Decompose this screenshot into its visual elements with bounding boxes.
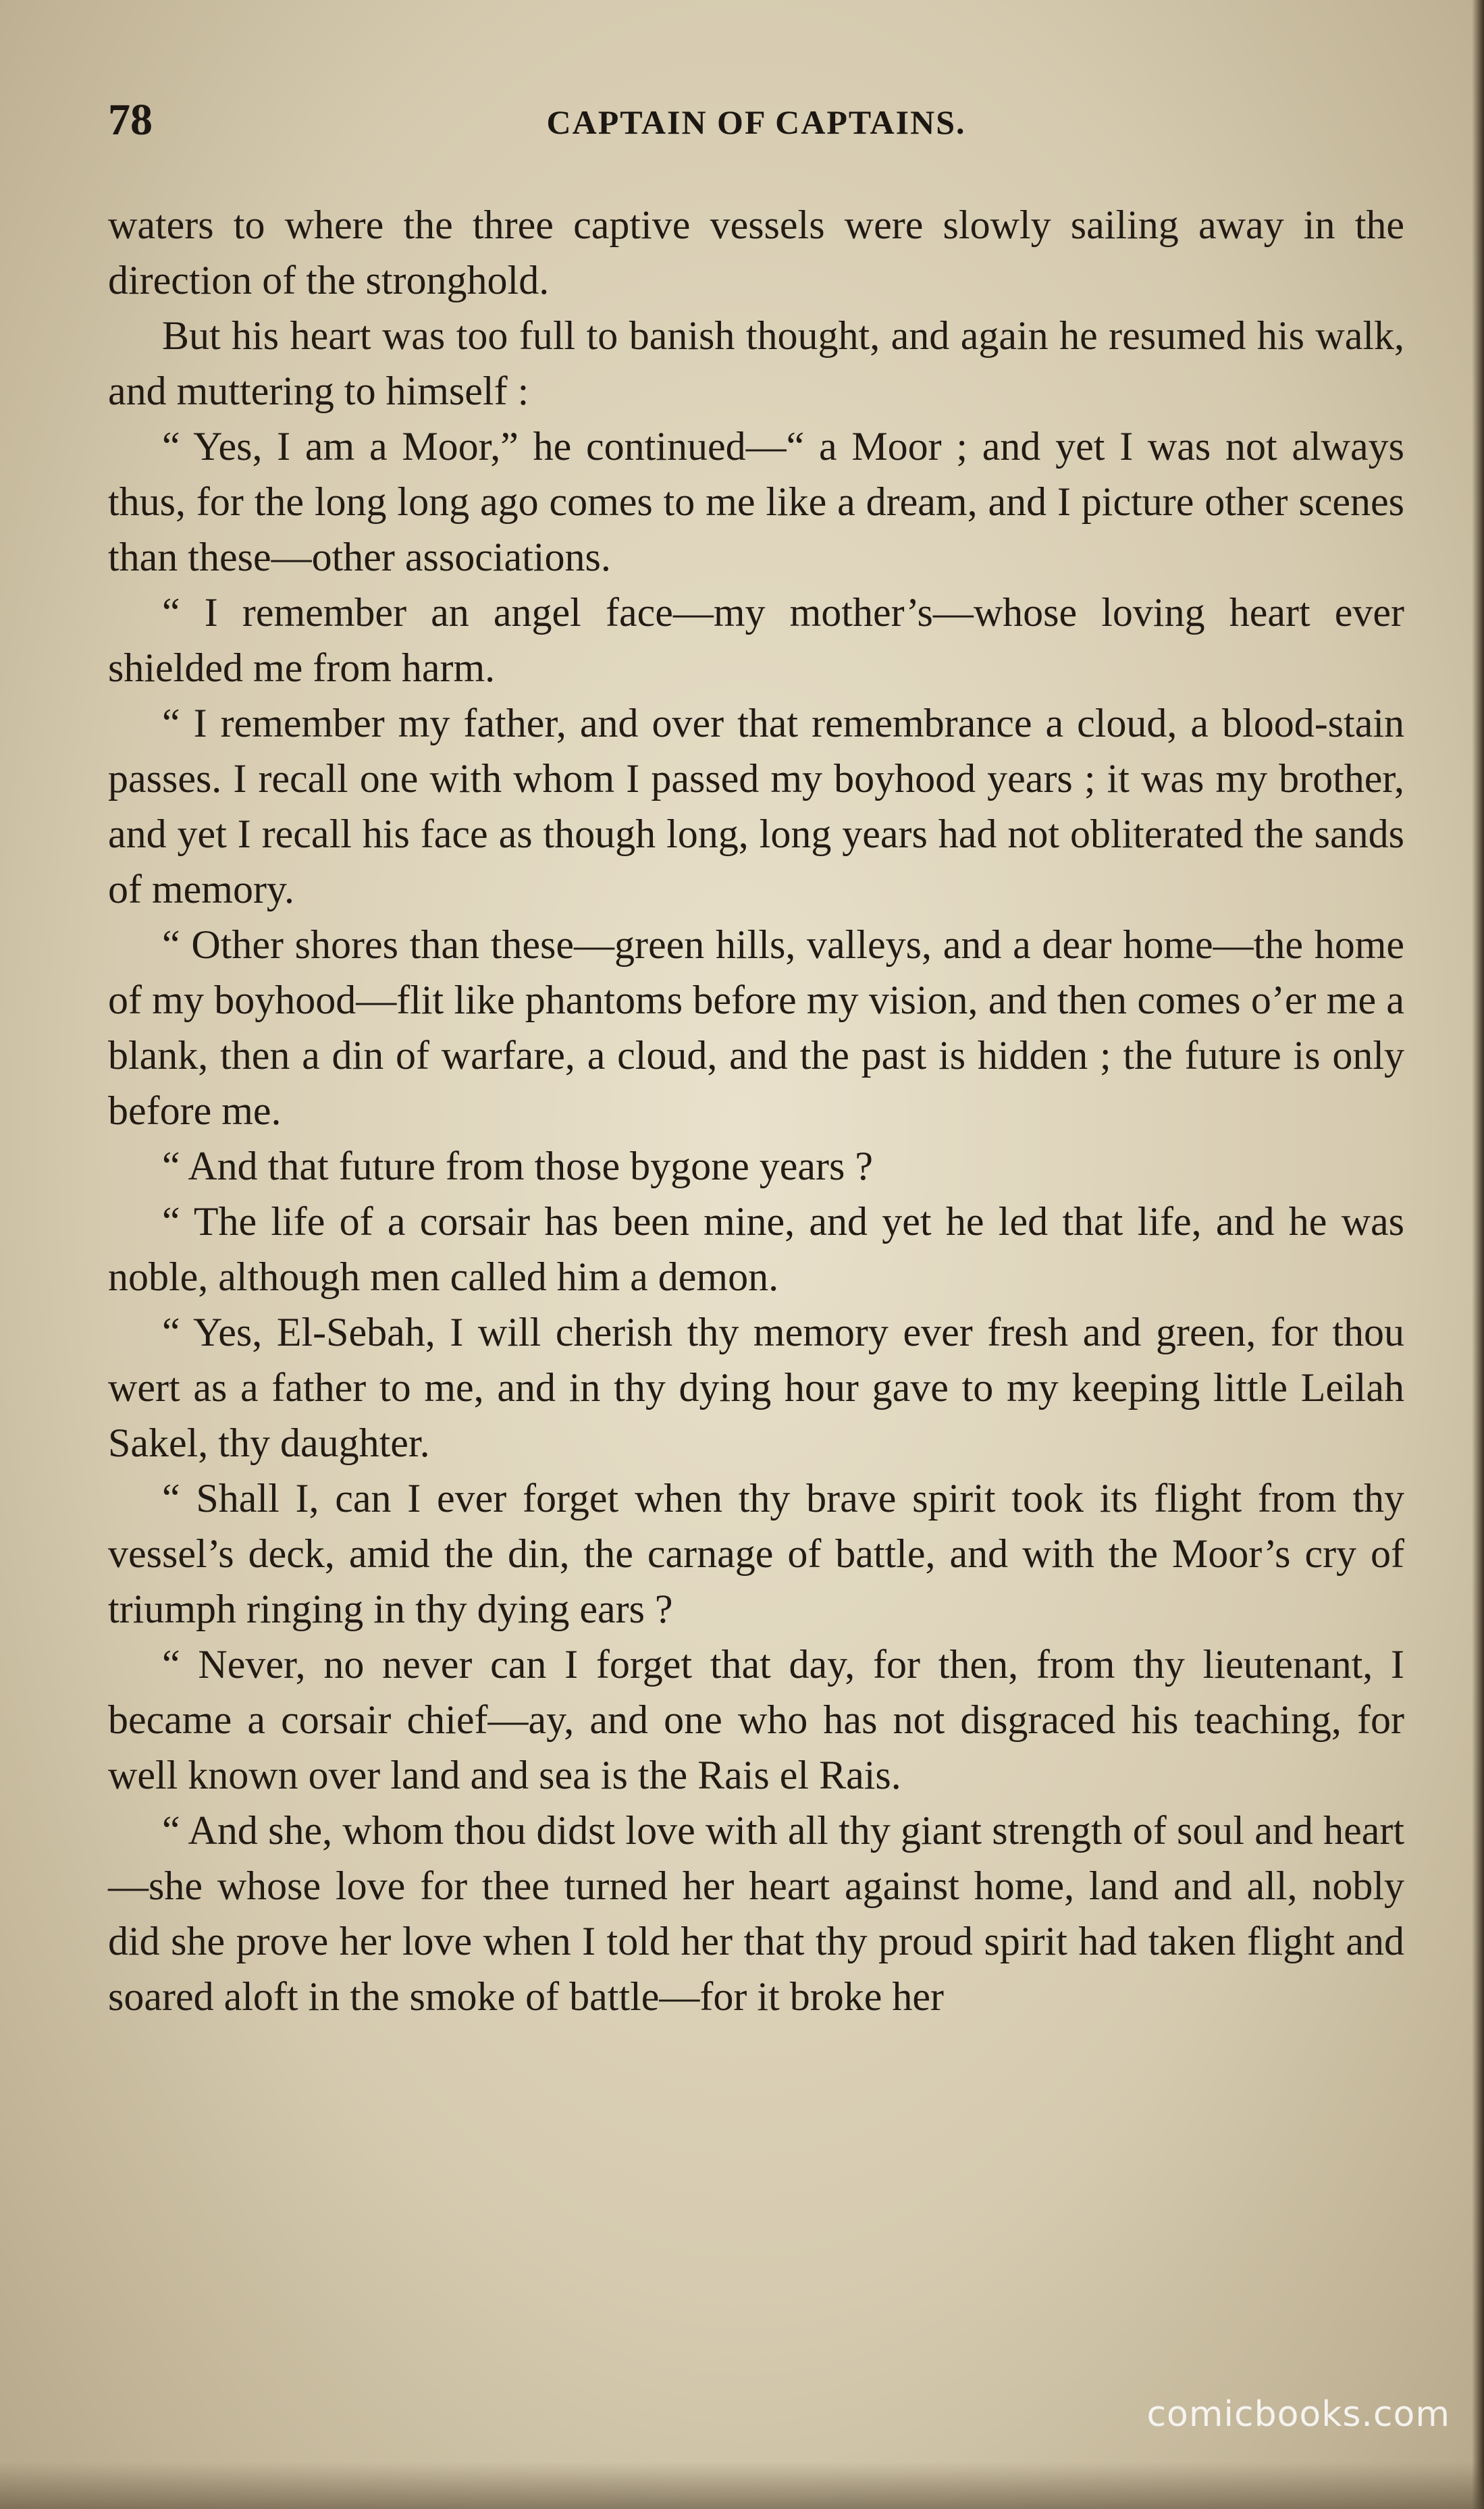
paragraph: “ Shall I, can I ever forget when thy brave spirit took its flight from thy vessel’s deck, amid the din, the carnage of battle, and with the Moor’s cry of triumph ringing in thy dying ears ? <box>108 1476 1404 1631</box>
running-title: CAPTAIN OF CAPTAINS. <box>546 103 966 141</box>
paragraph: “ Yes, El-Sebah, I will cherish thy memory ever fresh and green, for thou wert as a father to me, and in thy dying hour gave to my keeping little Leilah Sakel, thy daughter. <box>108 1310 1404 1465</box>
running-head <box>108 95 1404 149</box>
paragraph: “ Yes, I am a Moor,” he continued—“ a Moor ; and yet I was not always thus, for the long long ago comes to me like a dream, and I picture other scenes than these—other associations. <box>108 424 1404 579</box>
paragraph: “ Never, no never can I forget that day, for then, from thy lieutenant, I became a corsair chief—ay, and one who has not disgraced his teaching, for well known over land and sea is the Rais el Rais. <box>108 1642 1404 1797</box>
page-edge-shadow <box>1472 0 1484 2509</box>
watermark: comicbooks.com <box>1146 2394 1450 2435</box>
body-text <box>108 197 1404 2024</box>
paragraph: “ Other shores than these—green hills, valleys, and a dear home—the home of my boyhood—flit like phantoms before my vision, and then comes o’er me a blank, then a din of warfare, a cloud, and the past is hidden ; the future is only before me. <box>108 922 1404 1133</box>
paragraph: But his heart was too full to banish thought, and again he resumed his walk, and muttering to himself : <box>108 313 1404 413</box>
paragraph: “ And that future from those bygone years ? <box>162 1144 874 1188</box>
page-bottom-shadow <box>0 2462 1484 2509</box>
paragraph: “ I remember an angel face—my mother’s—whose loving heart ever shielded me from harm. <box>108 590 1404 690</box>
page-number: 78 <box>108 95 153 144</box>
paragraph: “ The life of a corsair has been mine, and yet he led that life, and he was noble, although men called him a demon. <box>108 1199 1404 1299</box>
paragraph: “ I remember my father, and over that remembrance a cloud, a blood-stain passes. I recall one with whom I passed my boyhood years ; it was my brother, and yet I recall his face as though long, long years had not obliterated the sands of memory. <box>108 701 1404 912</box>
paragraph: waters to where the three captive vessels were slowly sailing away in the direction of the stronghold. <box>108 203 1404 302</box>
paragraph: “ And she, whom thou didst love with all thy giant strength of soul and heart—she whose love for thee turned her heart against home, land and all, nobly did she prove her love when I told her that thy proud spirit had taken flight and soared aloft in the smoke of battle—for it broke her <box>108 1808 1404 2019</box>
